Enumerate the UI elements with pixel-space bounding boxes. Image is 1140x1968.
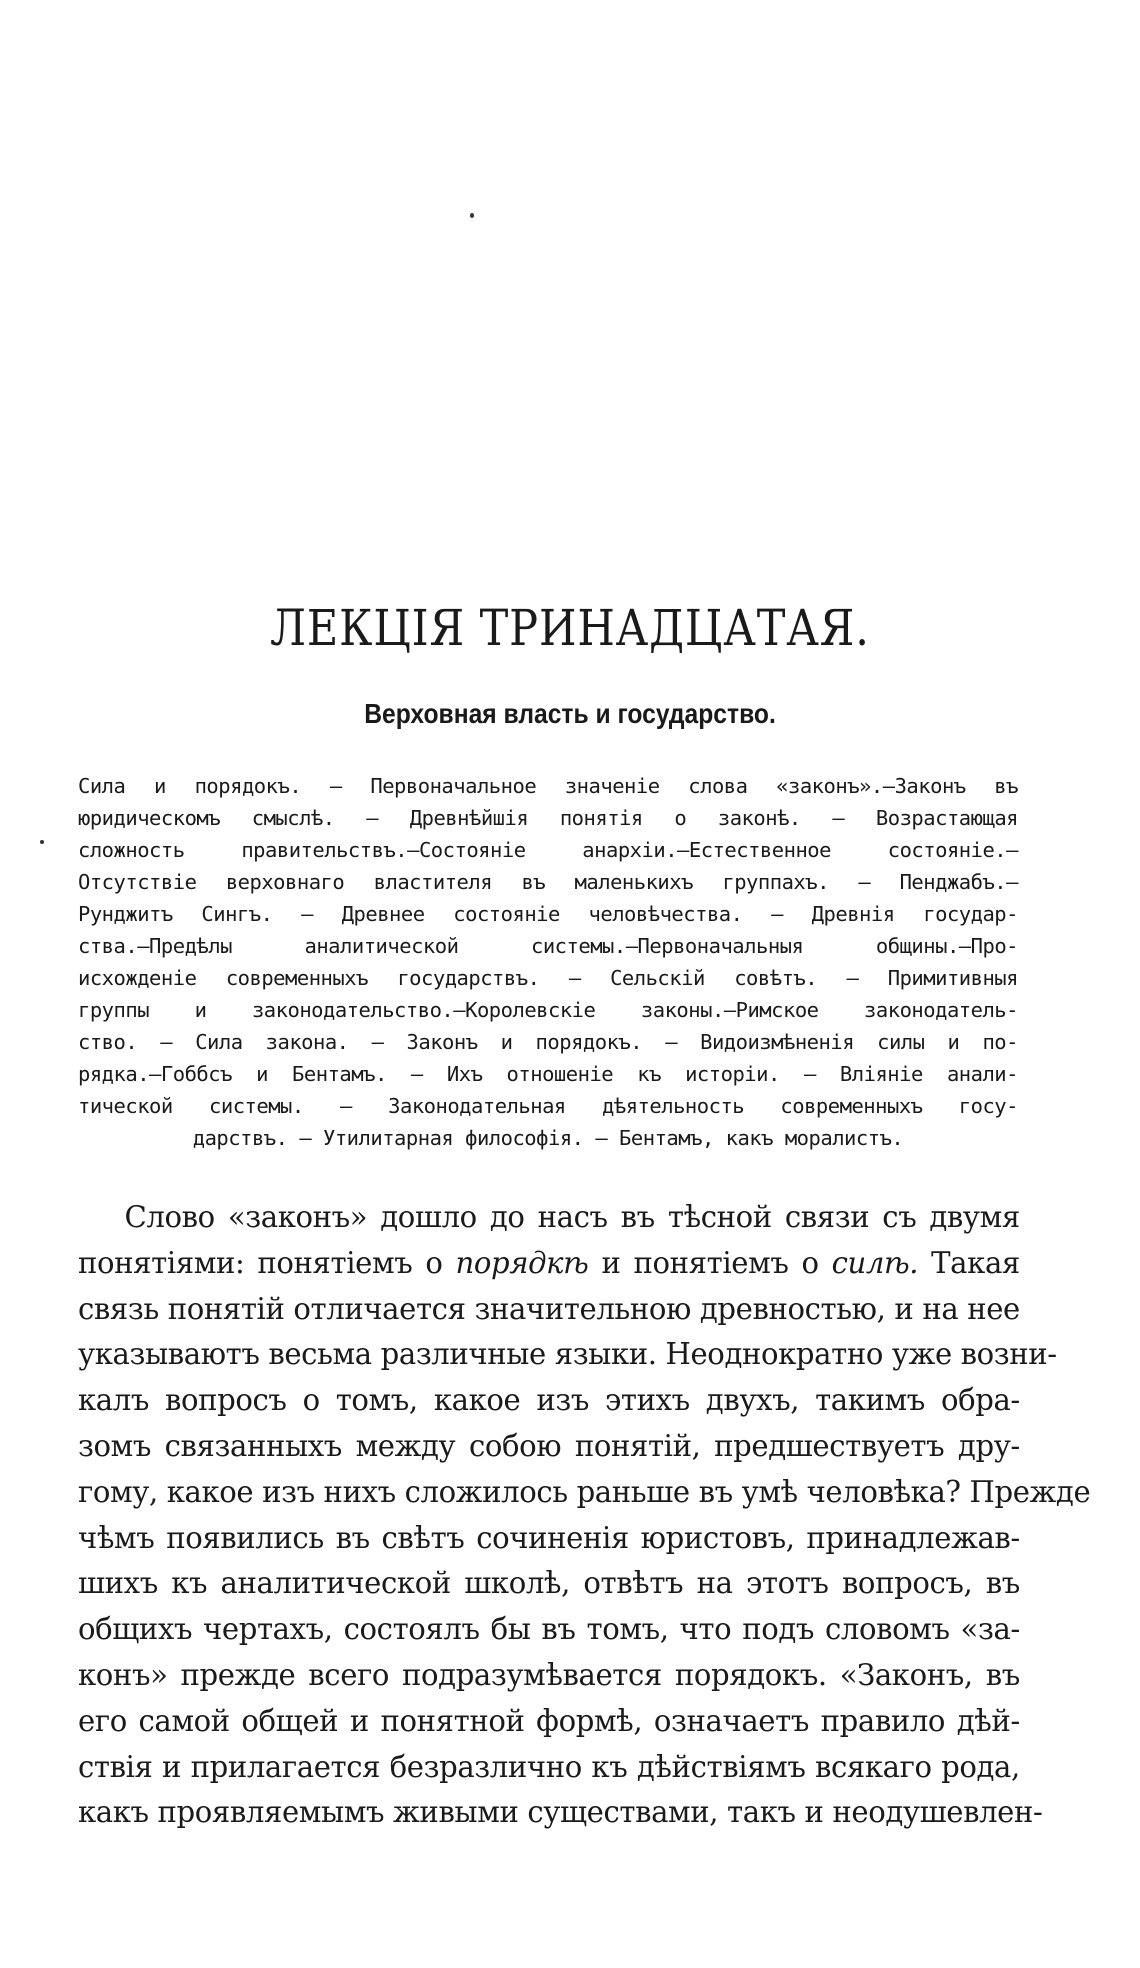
body-text-run: и понятіемъ о xyxy=(588,1245,832,1281)
body-line: его самой общей и понятной формѣ, означаетъ правило дѣй- xyxy=(78,1703,1020,1739)
summary-line: тической системы. — Законодательная дѣятельность современныхъ госу- xyxy=(78,1094,1018,1118)
summary-line: юридическомъ смыслѣ. — Древнѣйшія понятія о законѣ. — Возрастающая xyxy=(78,806,1018,830)
summary-line: ство. — Сила закона. — Законъ и порядокъ. — Видоизмѣненія силы и по- xyxy=(78,1030,1018,1054)
body-line xyxy=(78,1241,1020,1287)
body-line: какъ проявляемымъ живыми существами, такъ и неодушевлен- xyxy=(78,1795,1043,1831)
chapter-summary xyxy=(78,770,1018,1154)
lecture-subtitle: Верховная власть и государство. xyxy=(364,698,776,729)
body-text-run: Такая xyxy=(918,1245,1020,1281)
lecture-title: ЛЕКЦІЯ ТРИНАДЦАТАЯ. xyxy=(270,599,870,657)
body-line: конъ» прежде всего подразумѣвается порядокъ. «Законъ, въ xyxy=(78,1657,1020,1693)
ink-speck xyxy=(40,840,44,844)
summary-line: Сила и порядокъ. — Первоначальное значеніе слова «законъ».—Законъ въ xyxy=(78,774,1018,798)
summary-line: сложность правительствъ.—Состояніе анархіи.—Естественное состояніе.— xyxy=(78,838,1018,862)
body-paragraph xyxy=(78,1195,1091,1836)
summary-line: Рунджитъ Сингъ. — Древнее состояніе человѣчества. — Древнія государ- xyxy=(78,902,1018,926)
emphasized-word: силѣ. xyxy=(831,1245,919,1281)
summary-line: группы и законодательство.—Королевскіе законы.—Римское законодатель- xyxy=(78,998,1018,1022)
body-line: гому, какое изъ нихъ сложилось раньше въ умѣ человѣка? Прежде xyxy=(78,1474,1091,1510)
ink-speck xyxy=(470,213,474,218)
summary-line: исхожденіе современныхъ государствъ. — Сельскій совѣтъ. — Примитивныя xyxy=(78,966,1018,990)
summary-line: рядка.—Гоббсъ и Бентамъ. — Ихъ отношеніе къ исторіи. — Вліяніе анали- xyxy=(78,1062,1018,1086)
body-line: ствія и прилагается безразлично къ дѣйствіямъ всякаго рода, xyxy=(78,1749,1020,1785)
body-line: связь понятій отличается значительною древностью, и на нее xyxy=(78,1291,1020,1327)
body-line: калъ вопросъ о томъ, какое изъ этихъ двухъ, такимъ обра- xyxy=(78,1383,1020,1419)
body-line: общихъ чертахъ, состоялъ бы въ томъ, что подъ словомъ «за- xyxy=(78,1612,1020,1648)
emphasized-word: порядкѣ xyxy=(455,1245,589,1281)
body-text-run: понятіями: понятіемъ о xyxy=(78,1245,456,1281)
summary-line: ства.—Предѣлы аналитической системы.—Первоначальныя общины.—Про- xyxy=(78,934,1018,958)
summary-line: дарствъ. — Утилитарная философія. — Бентамъ, какъ моралистъ. xyxy=(192,1126,904,1150)
body-line: шихъ къ аналитической школѣ, отвѣтъ на этотъ вопросъ, въ xyxy=(78,1566,1020,1602)
body-line: указываютъ весьма различные языки. Неоднократно уже возни- xyxy=(78,1337,1057,1373)
body-line: зомъ связанныхъ между собою понятій, предшествуетъ дру- xyxy=(78,1428,1020,1464)
summary-line: Отсутствіе верховнаго властителя въ маленькихъ группахъ. — Пенджабъ.— xyxy=(78,870,1018,894)
body-line: Слово «законъ» дошло до насъ въ тѣсной связи съ двумя xyxy=(124,1200,1020,1235)
body-line: чѣмъ появились въ свѣтъ сочиненія юристовъ, принадлежав- xyxy=(78,1520,1020,1556)
